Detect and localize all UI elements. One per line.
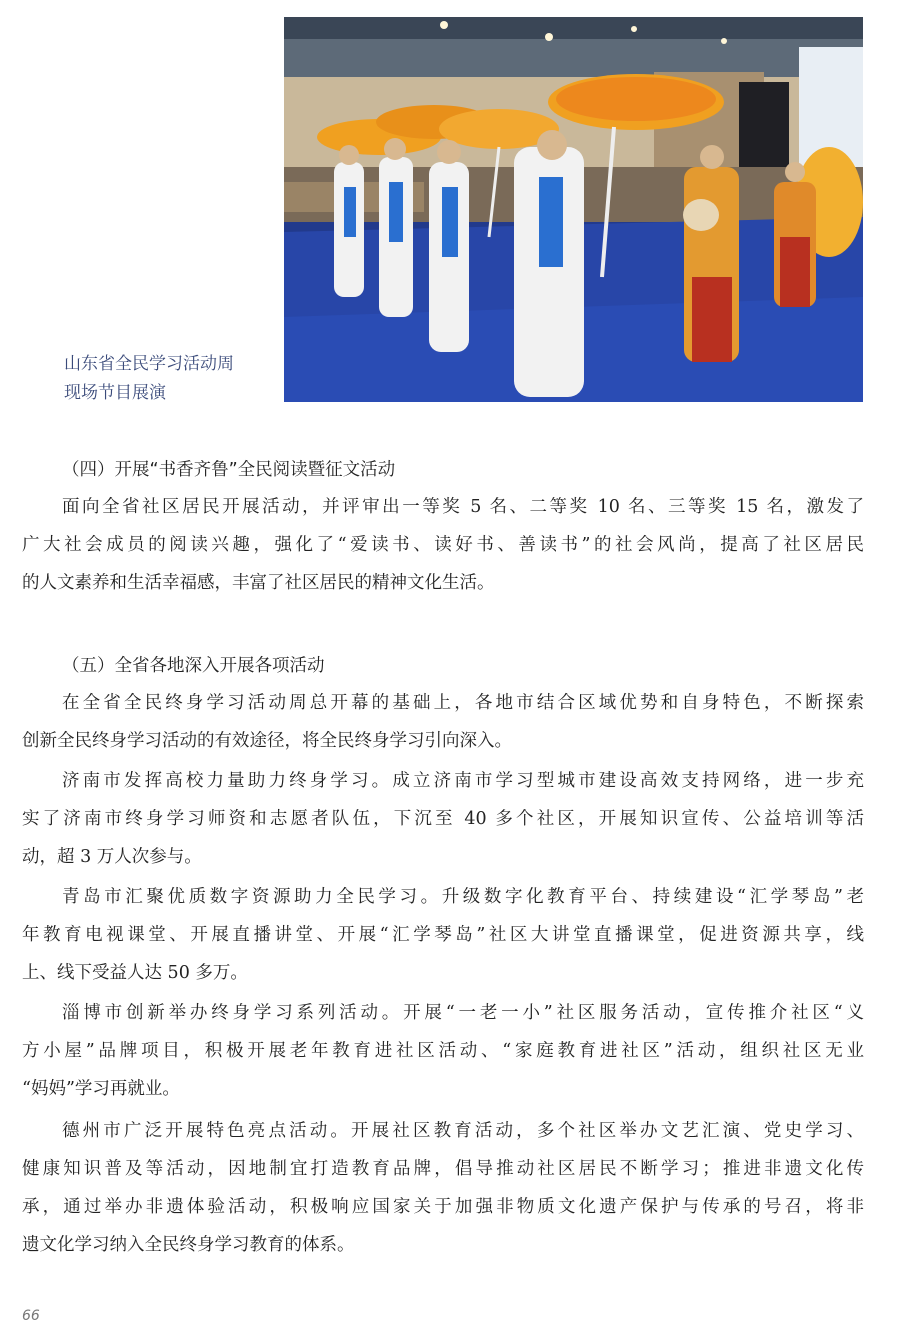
paragraph-line: 实了济南市终身学习师资和志愿者队伍，下沉至 40 多个社区，开展知识宣传、公益培训等活: [22, 809, 864, 829]
paragraph: [22, 762, 864, 876]
performance-photo: [284, 17, 863, 402]
paragraph: [22, 878, 864, 992]
paragraph-line: 在全省全民终身学习活动周总开幕的基础上，各地市结合区域优势和自身特色，不断探索: [62, 693, 864, 713]
paragraph-line: 创新全民终身学习活动的有效途径，将全民终身学习引向深入。: [22, 731, 512, 751]
page-number: 66: [22, 1308, 40, 1324]
paragraph-line: 遗文化学习纳入全民终身学习教育的体系。: [22, 1235, 355, 1255]
paragraph: [22, 488, 864, 602]
paragraph-line: 青岛市汇聚优质数字资源助力全民学习。升级数字化教育平台、持续建设“汇学琴岛”老: [62, 887, 864, 907]
paragraph-line: “妈妈”学习再就业。: [22, 1079, 180, 1099]
section-heading: （四）开展“书香齐鲁”全民阅读暨征文活动: [62, 460, 396, 480]
paragraph-line: 面向全省社区居民开展活动，并评审出一等奖 5 名、二等奖 10 名、三等奖 15 名，激发了: [62, 497, 864, 517]
paragraph-line: 德州市广泛开展特色亮点活动。开展社区教育活动，多个社区举办文艺汇演、党史学习、: [62, 1121, 864, 1141]
paragraph-line: 济南市发挥高校力量助力终身学习。成立济南市学习型城市建设高效支持网络，进一步充: [62, 771, 864, 791]
paragraph-line: 淄博市创新举办终身学习系列活动。开展“一老一小”社区服务活动，宣传推介社区“义: [62, 1003, 864, 1023]
paragraph-line: 承，通过举办非遗体验活动，积极响应国家关于加强非物质文化遗产保护与传承的号召，将非: [22, 1197, 864, 1217]
photo-caption: [64, 350, 279, 408]
paragraph-line: 动，超 3 万人次参与。: [22, 847, 202, 867]
photo-caption-line: 山东省全民学习活动周: [64, 354, 234, 374]
paragraph: [22, 684, 864, 760]
paragraph: [22, 1112, 864, 1264]
photo-caption-line: 现场节目展演: [64, 383, 166, 403]
paragraph-line: 广大社会成员的阅读兴趣，强化了“爱读书、读好书、善读书”的社会风尚，提高了社区居民: [22, 535, 864, 555]
paragraph-line: 年教育电视课堂、开展直播讲堂、开展“汇学琴岛”社区大讲堂直播课堂，促进资源共享，线: [22, 925, 864, 945]
paragraph-line: 方小屋”品牌项目，积极开展老年教育进社区活动、“家庭教育进社区”活动，组织社区无业: [22, 1041, 864, 1061]
paragraph-line: 上、线下受益人达 50 多万。: [22, 963, 248, 983]
paragraph-line: 的人文素养和生活幸福感，丰富了社区居民的精神文化生活。: [22, 573, 495, 593]
paragraph-line: 健康知识普及等活动，因地制宜打造教育品牌，倡导推动社区居民不断学习；推进非遗文化传: [22, 1159, 864, 1179]
paragraph: [22, 994, 864, 1108]
section-heading: （五）全省各地深入开展各项活动: [62, 656, 325, 676]
